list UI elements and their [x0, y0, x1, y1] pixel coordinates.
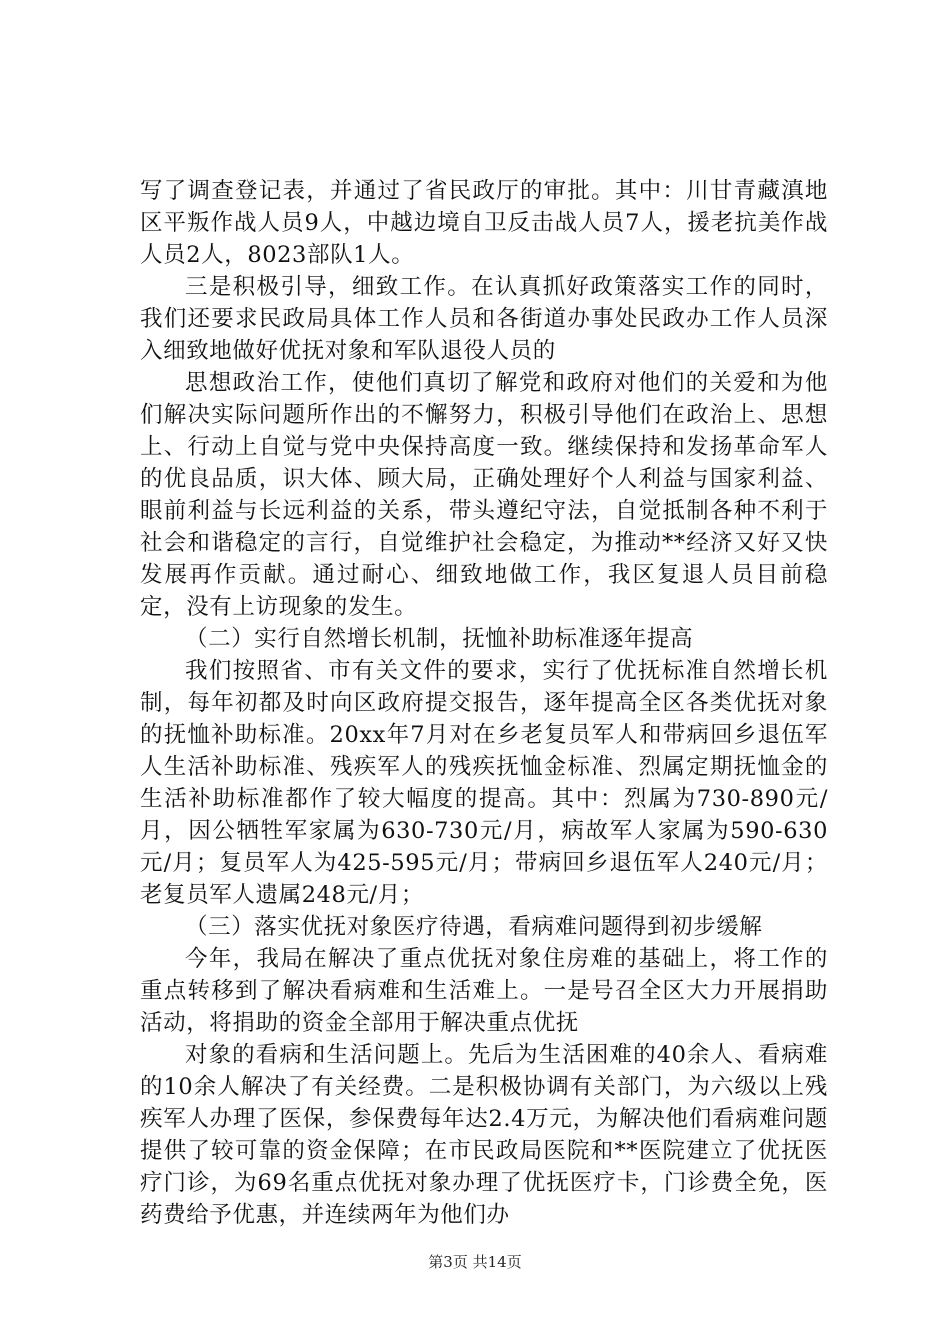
paragraph-registration: 写了调查登记表，并通过了省民政厅的审批。其中：川甘青藏滇地区平叛作战人员9人，中越边境自卫反击战人员7人，援老抗美作战人员2人，8023部队1人。	[140, 178, 828, 268]
paragraph-donations: 今年，我局在解决了重点优抚对象住房难的基础上，将工作的重点转移到了解决看病难和生活难上。一是号召全区大力开展捐助活动，将捐助的资金全部用于解决重点优抚	[140, 946, 828, 1036]
paragraph-guidance: 三是积极引导，细致工作。在认真抓好政策落实工作的同时，我们还要求民政局具体工作人员和各街道办事处民政办工作人员深入细致地做好优抚对象和军队退役人员的	[140, 274, 828, 364]
paragraph-medical-care: 对象的看病和生活问题上。先后为生活困难的40余人、看病难的10余人解决了有关经费。二是积极协调有关部门，为六级以上残疾军人办理了医保，参保费每年达2.4万元，为解决他们看病难问题提供了较可靠的资金保障；在市民政局医院和**医院建立了优抚医疗门诊，为69名重点优抚对象办理了优抚医疗卡，门诊费全免，医药费给予优惠，并连续两年为他们办	[140, 1042, 828, 1228]
section-heading-natural-growth: （二）实行自然增长机制，抚恤补助标准逐年提高	[185, 626, 694, 652]
paragraph-political-work: 思想政治工作，使他们真切了解党和政府对他们的关爱和为他们解决实际问题所作出的不懈努力，积极引导他们在政治上、思想上、行动上自觉与党中央保持高度一致。继续保持和发扬革命军人的优良品质，识大体、顾大局，正确处理好个人利益与国家利益、眼前利益与长远利益的关系，带头遵纪守法，自觉抵制各种不利于社会和谐稳定的言行，自觉维护社会稳定，为推动**经济又好又快发展再作贡献。通过耐心、细致地做工作，我区复退人员目前稳定，没有上访现象的发生。	[140, 370, 828, 620]
paragraph-standards: 我们按照省、市有关文件的要求，实行了优抚标准自然增长机制，每年初都及时向区政府提交报告，逐年提高全区各类优抚对象的抚恤补助标准。20xx年7月对在乡老复员军人和带病回乡退伍军人生活补助标准、残疾军人的残疾抚恤金标准、烈属定期抚恤金的生活补助标准都作了较大幅度的提高。其中：烈属为730-890元/月，因公牺牲军家属为630-730元/月，病故军人家属为590-630元/月；复员军人为425-595元/月；带病回乡退伍军人240元/月；老复员军人遗属248元/月；	[140, 658, 828, 908]
section-heading-medical: （三）落实优抚对象医疗待遇，看病难问题得到初步缓解	[185, 914, 763, 940]
document-body	[140, 175, 828, 1231]
page-number-footer: 第3页 共14页	[428, 1253, 522, 1271]
